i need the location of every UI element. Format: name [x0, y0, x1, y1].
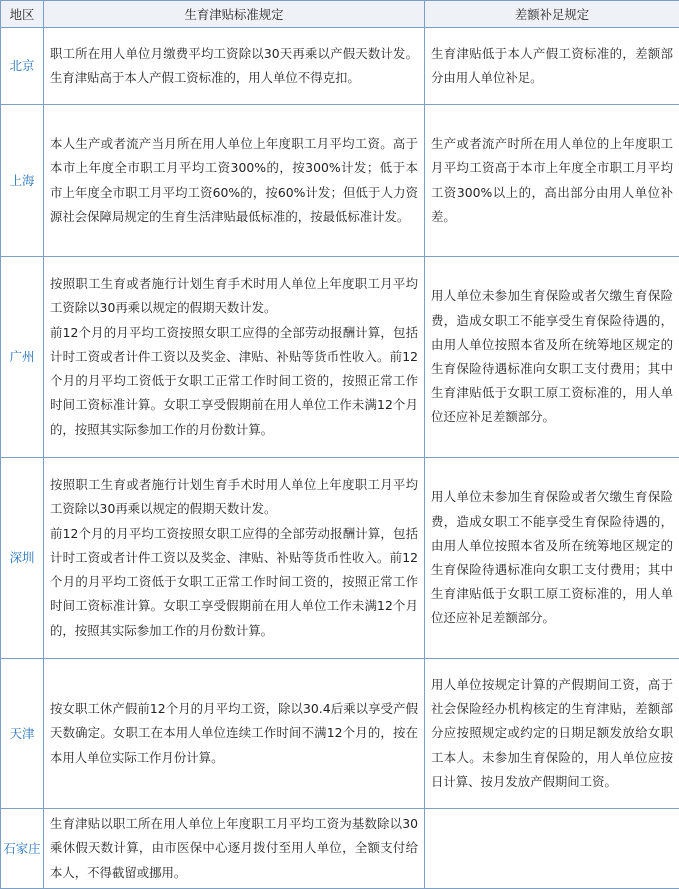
header-region: 地区 [1, 1, 44, 28]
allowance-rule-cell [44, 458, 425, 659]
table-row [1, 105, 679, 257]
difference-rule-cell [425, 809, 679, 889]
allowance-rule-cell [44, 809, 425, 889]
region-cell: 北京 [1, 28, 44, 105]
rule-paragraph: 前12个月的月平均工资按照女职工应得的全部劳动报酬计算，包括计时工资或者计件工资以及奖金、津贴、补贴等货币性收入。前12个月的月平均工资低于女职工正常工作时间工资的，按照正常工作时间工资标准计算。女职工享受假期前在用人单位工作未满12个月的，按照其实际参加工作的月份数计算。 [50, 522, 418, 643]
table-row [1, 458, 679, 659]
header-allowance-rule: 生育津贴标准规定 [44, 1, 425, 28]
difference-rule-cell: 生产或者流产时所在用人单位的上年度职工月平均工资高于本市上年度全市职工月平均工资300%以上的，高出部分由用人单位补差。 [425, 105, 679, 257]
rule-paragraph: 生育津贴以职工所在用人单位上年度职工月平均工资为基数除以30乘休假天数计算，由市医保中心逐月拨付至用人单位，全额支付给本人，不得截留或挪用。 [50, 812, 418, 885]
region-cell: 深圳 [1, 458, 44, 659]
difference-rule-cell: 生育津贴低于本人产假工资标准的，差额部分由用人单位补足。 [425, 28, 679, 105]
region-cell: 石家庄 [1, 809, 44, 889]
table-row [1, 809, 679, 889]
difference-rule-cell: 用人单位按规定计算的产假期间工资，高于社会保险经办机构核定的生育津贴，差额部分应按照规定或约定的日期足额发放给女职工本人。未参加生育保险的，用人单位应按日计算、按月发放产假期间工资。 [425, 659, 679, 809]
rule-paragraph: 按照职工生育或者施行计划生育手术时用人单位上年度职工月平均工资除以30再乘以规定的假期天数计发。 [50, 473, 418, 521]
table-header-row [1, 1, 679, 28]
allowance-rule-cell [44, 659, 425, 809]
difference-rule-cell: 用人单位未参加生育保险或者欠缴生育保险费，造成女职工不能享受生育保险待遇的，由用人单位按照本省及所在统筹地区规定的生育保险待遇标准向女职工支付费用；其中生育津贴低于女职工原工资标准的，用人单位还应补足差额部分。 [425, 458, 679, 659]
table-row [1, 257, 679, 458]
rule-paragraph: 前12个月的月平均工资按照女职工应得的全部劳动报酬计算，包括计时工资或者计件工资以及奖金、津贴、补贴等货币性收入。前12个月的月平均工资低于女职工正常工作时间工资的，按照正常工作时间工资标准计算。女职工享受假期前在用人单位工作未满12个月的，按照其实际参加工作的月份数计算。 [50, 321, 418, 442]
rule-paragraph: 本人生产或者流产当月所在用人单位上年度职工月平均工资。高于本市上年度全市职工月平均工资300%的，按300%计发；低于本市上年度全市职工月平均工资60%的，按60%计发；但低于人力资源社会保障局规定的生育生活津贴最低标准的，按最低标准计发。 [50, 132, 418, 229]
region-cell: 上海 [1, 105, 44, 257]
header-difference-rule: 差额补足规定 [425, 1, 679, 28]
region-cell: 广州 [1, 257, 44, 458]
rule-paragraph: 按女职工休产假前12个月的月平均工资，除以30.4后乘以享受产假天数确定。女职工在本用人单位连续工作时间不满12个月的，按在本用人单位实际工作月份计算。 [50, 697, 418, 770]
allowance-rule-cell [44, 257, 425, 458]
allowance-rule-cell [44, 28, 425, 105]
difference-rule-cell: 用人单位未参加生育保险或者欠缴生育保险费，造成女职工不能享受生育保险待遇的，由用人单位按照本省及所在统筹地区规定的生育保险待遇标准向女职工支付费用；其中生育津贴低于女职工原工资标准的，用人单位还应补足差额部分。 [425, 257, 679, 458]
rule-paragraph: 按照职工生育或者施行计划生育手术时用人单位上年度职工月平均工资除以30再乘以规定的假期天数计发。 [50, 272, 418, 320]
table-row [1, 28, 679, 105]
region-cell: 天津 [1, 659, 44, 809]
rule-paragraph: 职工所在用人单位月缴费平均工资除以30天再乘以产假天数计发。生育津贴高于本人产假工资标准的，用人单位不得克扣。 [50, 42, 418, 90]
allowance-rule-cell [44, 105, 425, 257]
table-row [1, 659, 679, 809]
